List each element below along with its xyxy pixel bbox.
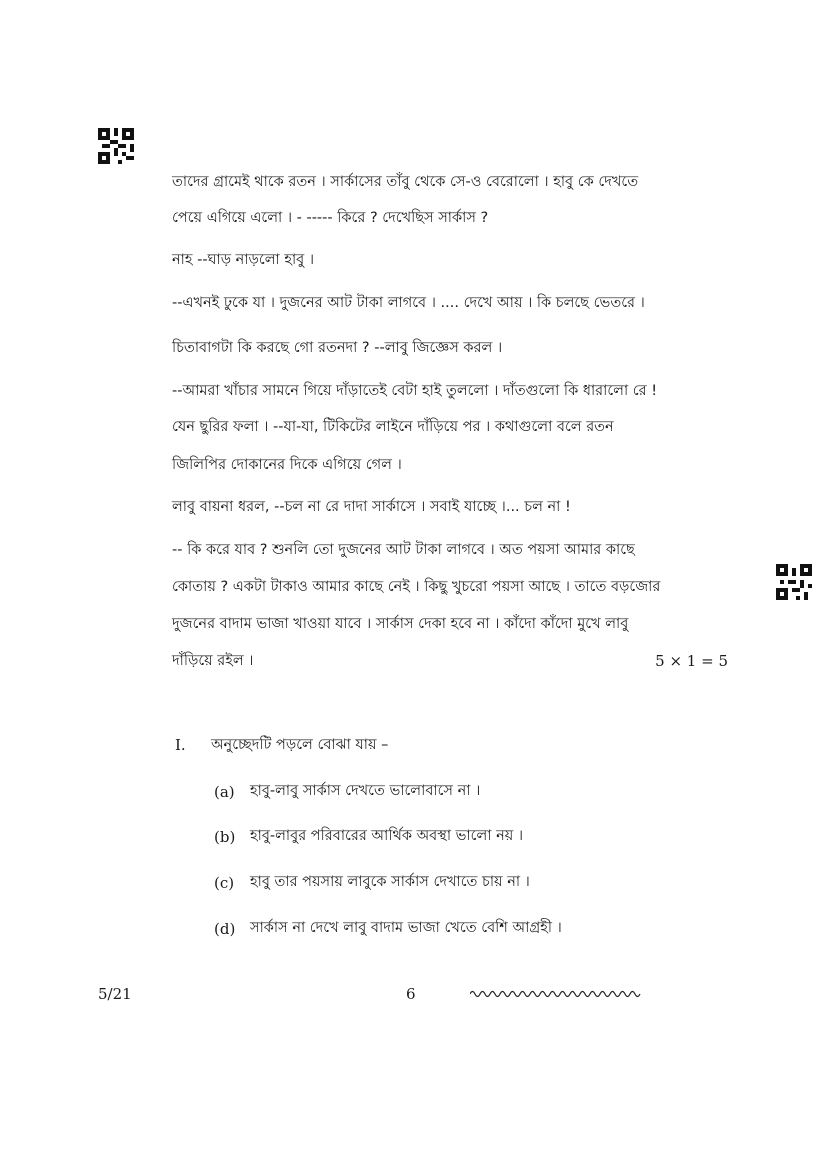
- option-a-label: (a): [214, 783, 235, 801]
- option-b-text: হাবু-লাবুর পরিবারের আর্থিক অবস্থা ভালো নয় ।: [250, 828, 524, 844]
- passage-line: --আমরা খাঁচার সামনে গিয়ে দাঁড়াতেই বেটা হাই তুললো । দাঁতগুলো কি ধারালো রে !: [172, 383, 658, 399]
- passage-line: তাদের গ্রামেই থাকে রতন । সার্কাসের তাঁবু থেকে সে-ও বেরোলো । হাবু কে দেখতে: [172, 174, 639, 190]
- passage-line: জিলিপির দোকানের দিকে এগিয়ে গেল ।: [172, 457, 402, 473]
- page-number: 6: [406, 985, 416, 1003]
- passage-line: কোতায় ? একটা টাকাও আমার কাছে নেই । কিছু খুচরো পয়সা আছে । তাতে বড়জোর: [172, 579, 661, 595]
- passage-line: দাঁড়িয়ে রইল ।: [172, 653, 254, 669]
- passage-line: নাহ --ঘাড় নাড়লো হাবু ।: [172, 252, 315, 268]
- passage-line: --এখনই ঢুকে যা । দুজনের আট টাকা লাগবে । .... দেখে আয় । কি চলছে ভেতরে ।: [172, 295, 645, 311]
- marks-allocation: 5 × 1 = 5: [655, 652, 728, 670]
- passage-line: -- কি করে যাব ? শুনলি তো দুজনের আট টাকা লাগবে । অত পয়সা আমার কাছে: [172, 542, 635, 558]
- option-b-label: (b): [214, 828, 236, 846]
- passage-line: যেন ছুরির ফলা । --যা-যা, টিকিটের লাইনে দাঁড়িয়ে পর । কথাগুলো বলে রতন: [172, 419, 614, 435]
- question-stem: অনুচ্ছেদটি পড়লে বোঝা যায় –: [211, 737, 389, 753]
- option-d-label: (d): [214, 920, 236, 938]
- passage-line: চিতাবাগটা কি করছে গো রতনদা ? --লাবু জিজ্ঞেস করল ।: [172, 340, 503, 356]
- option-a-text: হাবু-লাবু সার্কাস দেখতে ভালোবাসে না ।: [250, 783, 481, 799]
- qr-code-right: [776, 564, 812, 600]
- question-number: I.: [175, 736, 186, 754]
- paper-code: 5/21: [98, 985, 132, 1003]
- option-c-label: (c): [214, 874, 235, 892]
- option-c-text: হাবু তার পয়সায় লাবুকে সার্কাস দেখাতে চায় না ।: [250, 874, 530, 890]
- option-d-text: সার্কাস না দেখে লাবু বাদাম ভাজা খেতে বেশি আগ্রহী ।: [250, 920, 562, 936]
- passage-line: লাবু বায়না ধরল, --চল না রে দাদা সার্কাসে । সবাই যাচ্ছে ।... চল না !: [172, 499, 571, 515]
- passage-line: দুজনের বাদাম ভাজা খাওয়া যাবে । সার্কাস দেকা হবে না । কাঁদো কাঁদো মুখে লাবু: [172, 616, 629, 632]
- passage-line: পেয়ে এগিয়ে এলো । - ----- কিরে ? দেখেছিস সার্কাস ?: [172, 210, 489, 226]
- qr-code-top-left: [98, 128, 134, 164]
- wavy-line-decoration: [470, 988, 642, 1000]
